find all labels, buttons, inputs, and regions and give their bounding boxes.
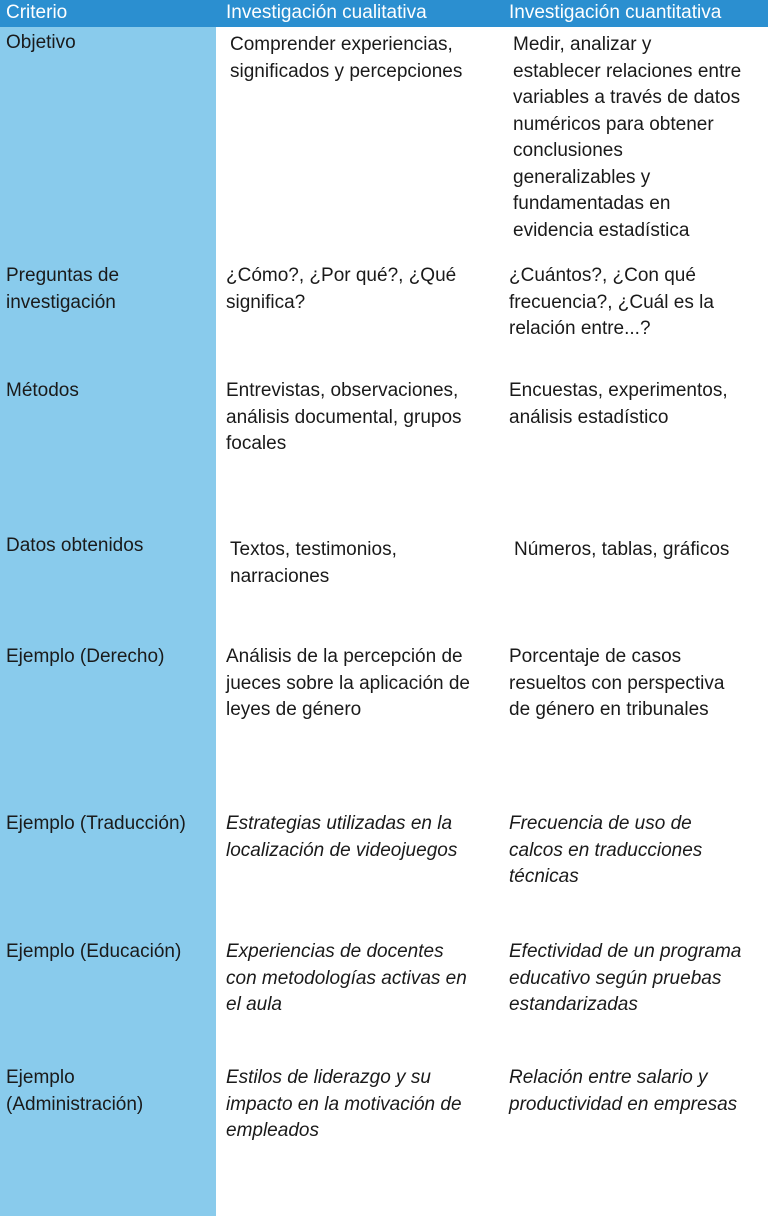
row-datos-cualitativa: Textos, testimonios, narraciones [230,539,397,587]
row-administracion-cualitativa: Estilos de liderazgo y su impacto en la motivación de empleados [226,1067,462,1141]
row-administracion-criterio: Ejemplo (Administración) [6,1067,144,1115]
row-traduccion-criterio: Ejemplo (Traducción) [6,813,186,834]
row-objetivo-criterio: Objetivo [6,32,76,53]
row-metodos-criterio: Métodos [6,380,79,401]
row-derecho-cualitativa: Análisis de la percepción de jueces sobre la aplicación de leyes de género [226,646,470,720]
row-derecho-cuantitativa: Porcentaje de casos resueltos con perspectiva de género en tribunales [509,646,725,720]
row-traduccion-cuantitativa: Frecuencia de uso de calcos en traducciones técnicas [509,813,703,887]
row-metodos-cuantitativa: Encuestas, experimentos, análisis estadístico [509,380,728,428]
row-educacion-cualitativa: Experiencias de docentes con metodologías activas en el aula [226,941,467,1015]
row-educacion-criterio: Ejemplo (Educación) [6,941,182,962]
row-objetivo-cuantitativa: Medir, analizar y establecer relaciones entre variables a través de datos numéricos para obtener conclusiones generalizables y fundamentadas en evidencia estadística [513,34,742,241]
row-educacion-cuantitativa: Efectividad de un programa educativo según pruebas estandarizadas [509,941,742,1015]
table-header [0,0,768,27]
row-metodos-cualitativa: Entrevistas, observaciones, análisis documental, grupos focales [226,380,462,454]
row-objetivo-cualitativa: Comprender experiencias, significados y percepciones [230,34,463,82]
row-preguntas-cuantitativa: ¿Cuántos?, ¿Con qué frecuencia?, ¿Cuál es la relación entre...? [509,265,714,339]
row-datos-criterio: Datos obtenidos [6,535,144,556]
row-preguntas-criterio: Preguntas de investigación [6,265,120,313]
header-cuantitativa: Investigación cuantitativa [509,2,722,23]
header-cualitativa: Investigación cualitativa [226,2,427,23]
row-derecho-criterio: Ejemplo (Derecho) [6,646,165,667]
row-preguntas-cualitativa: ¿Cómo?, ¿Por qué?, ¿Qué significa? [226,265,457,313]
header-criterio: Criterio [6,2,68,23]
row-traduccion-cualitativa: Estrategias utilizadas en la localización de videojuegos [226,813,458,861]
row-datos-cuantitativa: Números, tablas, gráficos [514,539,730,560]
row-administracion-cuantitativa: Relación entre salario y productividad en empresas [509,1067,738,1115]
criteria-column [0,27,216,1216]
